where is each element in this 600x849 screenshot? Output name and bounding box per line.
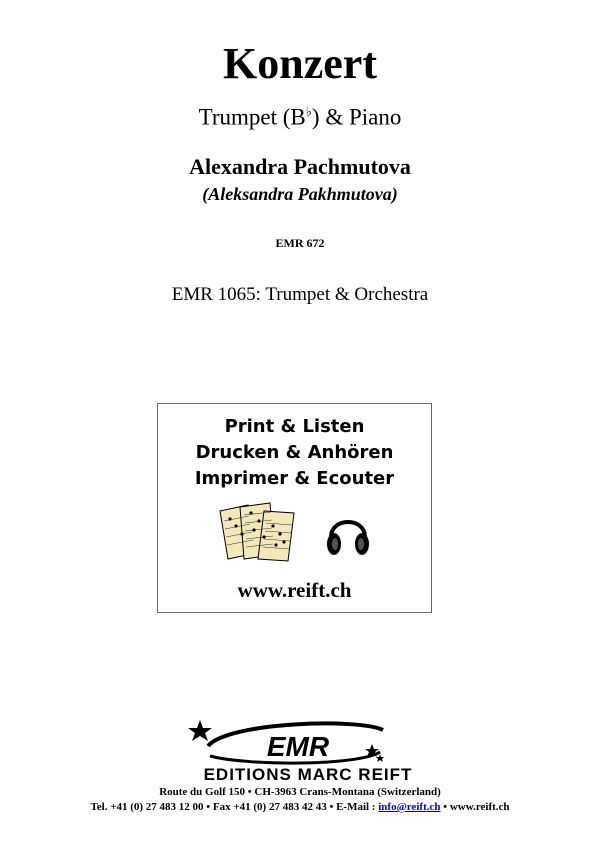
headphones-icon <box>325 507 371 559</box>
instrumentation <box>0 104 600 131</box>
publisher-contact <box>0 801 600 813</box>
promo-url[interactable]: www.reift.ch <box>237 578 352 602</box>
page-title: Konzert <box>223 39 377 88</box>
publisher-name: EDITIONS MARC REIFT <box>203 765 413 784</box>
publisher-address: Route du Golf 150 • CH-3963 Crans-Montana (Switzerland) <box>159 786 441 798</box>
instrumentation-post: ) & Piano <box>311 104 402 130</box>
composer-name: Alexandra Pachmutova <box>189 154 411 179</box>
promo-line-en: Print & Listen <box>224 416 365 437</box>
promo-line-de: Drucken & Anhören <box>195 442 394 463</box>
email-link[interactable]: info@reift.ch <box>378 801 441 813</box>
print-listen-box <box>157 403 432 613</box>
promo-line-fr: Imprimer & Ecouter <box>194 468 395 489</box>
composer-alt-name: (Aleksandra Pakhmutova) <box>202 184 398 204</box>
alt-edition: EMR 1065: Trumpet & Orchestra <box>171 284 429 305</box>
logo-monogram: EMR <box>266 731 330 762</box>
catalog-number: EMR 672 <box>275 236 325 250</box>
instrumentation-pre: Trumpet (B <box>198 104 306 130</box>
flat-sign: ♭ <box>305 104 312 119</box>
emr-logo <box>158 716 458 784</box>
sheet-music-icon <box>218 501 298 563</box>
contact-prefix: Tel. +41 (0) 27 483 12 00 • Fax +41 (0) 27 483 42 43 • E-Mail : <box>90 801 379 813</box>
contact-suffix: • www.reift.ch <box>440 801 510 813</box>
